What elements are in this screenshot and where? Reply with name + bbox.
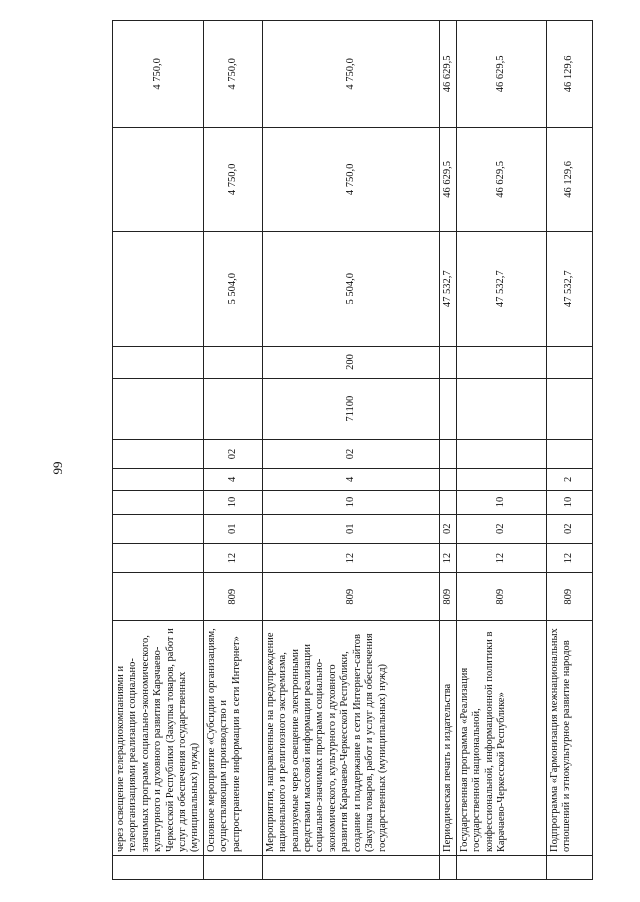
amount-year2-cell: 46 129,6 bbox=[546, 127, 592, 231]
amount-year1-cell: 5 504,0 bbox=[262, 231, 439, 346]
subsection-cell: 01 bbox=[203, 514, 262, 543]
subsection-cell: 02 bbox=[546, 514, 592, 543]
amount-year1-cell: 47 532,7 bbox=[439, 231, 456, 346]
row-description: Государственная программа «Реализация государственной национальной, конфессиональной, информационной политики в Карачаево-Черкесской Республике» bbox=[456, 621, 546, 856]
direction-cell bbox=[456, 378, 546, 439]
table-row bbox=[439, 21, 456, 880]
section-cell: 12 bbox=[203, 543, 262, 572]
amount-year3-cell: 4 750,0 bbox=[262, 21, 439, 128]
amount-year2-cell bbox=[113, 127, 204, 231]
row-description: Периодическая печать и издательства bbox=[439, 621, 456, 856]
admin-code-cell: 809 bbox=[546, 573, 592, 621]
row-description: Основное мероприятие «Субсидии организациям, осуществляющим производство и распространение информации в сети Интернет» bbox=[203, 621, 262, 856]
direction-cell bbox=[439, 378, 456, 439]
amount-year1-cell: 5 504,0 bbox=[203, 231, 262, 346]
program-cell: 10 bbox=[546, 490, 592, 514]
amount-year3-cell: 46 629,5 bbox=[456, 21, 546, 128]
admin-code-cell: 809 bbox=[439, 573, 456, 621]
amount-year2-cell: 46 629,5 bbox=[456, 127, 546, 231]
main-activity-cell: 02 bbox=[262, 439, 439, 468]
row-description: Мероприятия, направленные на предупреждение национального и религиозного экстремизма, реализуемые через освещение электронными средствами массовой информации реализации социально-значимых программ социально-экономического, культурного и духовного развития Карачаево-Черкесской Республики, создание и поддержание в сети Интернет-сайтов (Закупка товаров, работ и услуг для обеспечения государственных (муниципальных) нужд) bbox=[262, 621, 439, 856]
table-row bbox=[113, 21, 204, 880]
subprogram-cell: 2 bbox=[546, 469, 592, 490]
admin-code-cell bbox=[113, 573, 204, 621]
expense-type-cell: 200 bbox=[262, 346, 439, 378]
amount-year1-cell: 47 532,7 bbox=[546, 231, 592, 346]
row-gutter-cell bbox=[439, 856, 456, 880]
main-activity-cell bbox=[546, 439, 592, 468]
amount-year3-cell: 4 750,0 bbox=[113, 21, 204, 128]
expense-type-cell bbox=[439, 346, 456, 378]
row-gutter-cell bbox=[113, 856, 204, 880]
program-cell: 10 bbox=[456, 490, 546, 514]
table-row bbox=[262, 21, 439, 880]
program-cell: 10 bbox=[203, 490, 262, 514]
table-row bbox=[456, 21, 546, 880]
row-description: через освещение телерадиокомпаниями и телеорганизациями реализации социально-значимых программ социально-экономического, культурного и духовного развития Карачаево-Черкесской Республики (Закупка товаров, работ и услуг для обеспечения государственных (муниципальных) нужд) bbox=[113, 621, 204, 856]
amount-year1-cell bbox=[113, 231, 204, 346]
table-row bbox=[546, 21, 592, 880]
amount-year1-cell: 47 532,7 bbox=[456, 231, 546, 346]
rotated-budget-table bbox=[112, 20, 622, 880]
amount-year3-cell: 4 750,0 bbox=[203, 21, 262, 128]
section-cell bbox=[113, 543, 204, 572]
subprogram-cell: 4 bbox=[203, 469, 262, 490]
section-cell: 12 bbox=[262, 543, 439, 572]
main-activity-cell: 02 bbox=[203, 439, 262, 468]
main-activity-cell bbox=[439, 439, 456, 468]
program-cell bbox=[113, 490, 204, 514]
direction-cell: 71100 bbox=[262, 378, 439, 439]
expense-type-cell bbox=[546, 346, 592, 378]
page-number: 99 bbox=[50, 461, 65, 475]
admin-code-cell: 809 bbox=[456, 573, 546, 621]
direction-cell bbox=[546, 378, 592, 439]
admin-code-cell: 809 bbox=[262, 573, 439, 621]
amount-year2-cell: 46 629,5 bbox=[439, 127, 456, 231]
subsection-cell: 02 bbox=[439, 514, 456, 543]
subprogram-cell bbox=[113, 469, 204, 490]
expense-type-cell bbox=[456, 346, 546, 378]
main-activity-cell bbox=[456, 439, 546, 468]
subsection-cell: 01 bbox=[262, 514, 439, 543]
amount-year3-cell: 46 129,6 bbox=[546, 21, 592, 128]
section-cell: 12 bbox=[456, 543, 546, 572]
subsection-cell: 02 bbox=[456, 514, 546, 543]
admin-code-cell: 809 bbox=[203, 573, 262, 621]
budget-table bbox=[112, 20, 593, 880]
amount-year2-cell: 4 750,0 bbox=[203, 127, 262, 231]
subprogram-cell bbox=[456, 469, 546, 490]
section-cell: 12 bbox=[546, 543, 592, 572]
subprogram-cell: 4 bbox=[262, 469, 439, 490]
subprogram-cell bbox=[439, 469, 456, 490]
expense-type-cell bbox=[113, 346, 204, 378]
direction-cell bbox=[113, 378, 204, 439]
table-row bbox=[203, 21, 262, 880]
row-gutter-cell bbox=[546, 856, 592, 880]
main-activity-cell bbox=[113, 439, 204, 468]
row-gutter-cell bbox=[456, 856, 546, 880]
expense-type-cell bbox=[203, 346, 262, 378]
program-cell bbox=[439, 490, 456, 514]
subsection-cell bbox=[113, 514, 204, 543]
program-cell: 10 bbox=[262, 490, 439, 514]
amount-year2-cell: 4 750,0 bbox=[262, 127, 439, 231]
row-gutter-cell bbox=[203, 856, 262, 880]
direction-cell bbox=[203, 378, 262, 439]
section-cell: 12 bbox=[439, 543, 456, 572]
row-gutter-cell bbox=[262, 856, 439, 880]
amount-year3-cell: 46 629,5 bbox=[439, 21, 456, 128]
row-description: Подпрограмма «Гармонизация межнациональных отношений и этнокультурное развитие народов bbox=[546, 621, 592, 856]
